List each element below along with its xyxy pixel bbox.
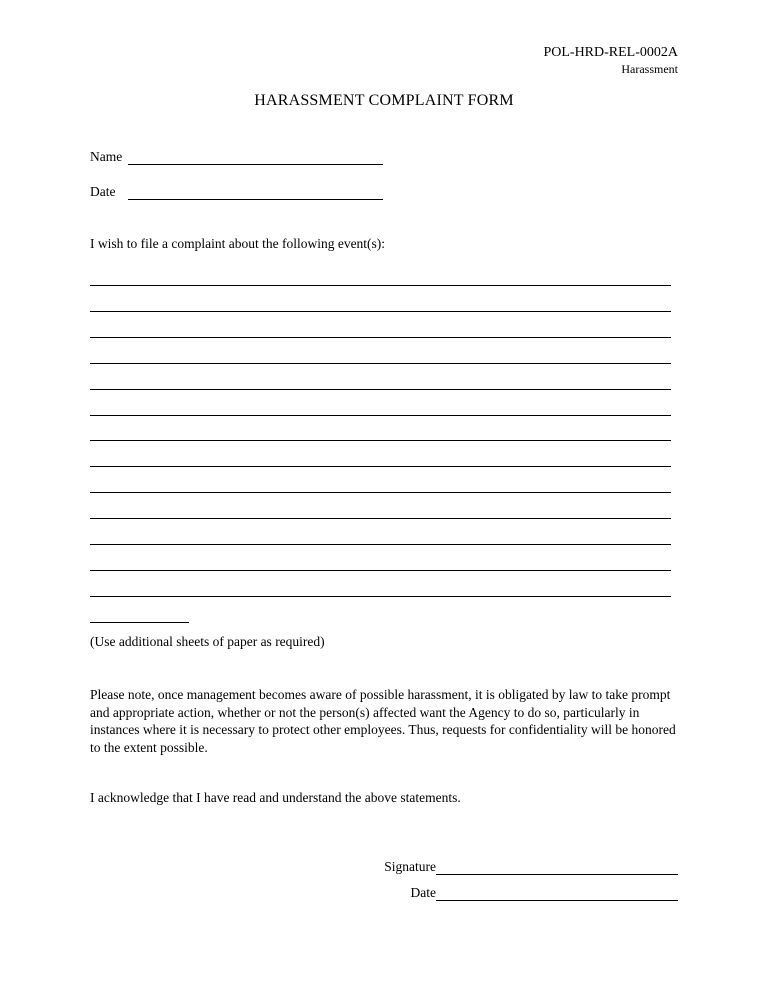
- signature-date-row: [411, 885, 678, 901]
- date-label: Date: [90, 184, 116, 199]
- complaint-line[interactable]: [90, 596, 671, 597]
- document-category: Harassment: [621, 62, 678, 76]
- additional-sheets-note: (Use additional sheets of paper as required): [90, 634, 325, 649]
- acknowledgement-text: I acknowledge that I have read and understand the above statements.: [90, 790, 461, 805]
- signature-date-label: Date: [410, 885, 436, 900]
- complaint-line[interactable]: [90, 285, 671, 286]
- signature-label: Signature: [384, 859, 436, 874]
- complaint-line[interactable]: [90, 440, 671, 441]
- signature-row: [384, 859, 678, 875]
- legal-notice: Please note, once management becomes aware of possible harassment, it is obligated by law to take prompt and appropriate action, whether or not the person(s) affected want the Agency to do so, particularly in instances where it is necessary to protect other employees. Thus, requests for confidentiality will be honored to the extent possible.: [90, 687, 676, 755]
- complaint-line[interactable]: [90, 466, 671, 467]
- complaint-line[interactable]: [90, 415, 671, 416]
- name-label: Name: [90, 149, 123, 164]
- complaint-line[interactable]: [90, 492, 671, 493]
- complaint-line[interactable]: [90, 311, 671, 312]
- complaint-line[interactable]: [90, 363, 671, 364]
- complaint-line[interactable]: [90, 389, 671, 390]
- form-title: HARASSMENT COMPLAINT FORM: [254, 92, 514, 109]
- complaint-line[interactable]: [90, 570, 671, 571]
- signature-date-blank-line[interactable]: [436, 888, 678, 901]
- name-field-row: [90, 149, 383, 165]
- name-blank-line[interactable]: [128, 152, 383, 165]
- complaint-line[interactable]: [90, 337, 671, 338]
- complaint-line[interactable]: [90, 544, 671, 545]
- signature-blank-line[interactable]: [436, 862, 678, 875]
- complaint-lead-text: I wish to file a complaint about the following event(s):: [90, 236, 386, 251]
- complaint-line[interactable]: [90, 518, 671, 519]
- complaint-line-partial[interactable]: [90, 622, 189, 623]
- date-field-row: [90, 184, 383, 200]
- document-code: POL-HRD-REL-0002A: [543, 45, 678, 60]
- date-blank-line[interactable]: [128, 187, 383, 200]
